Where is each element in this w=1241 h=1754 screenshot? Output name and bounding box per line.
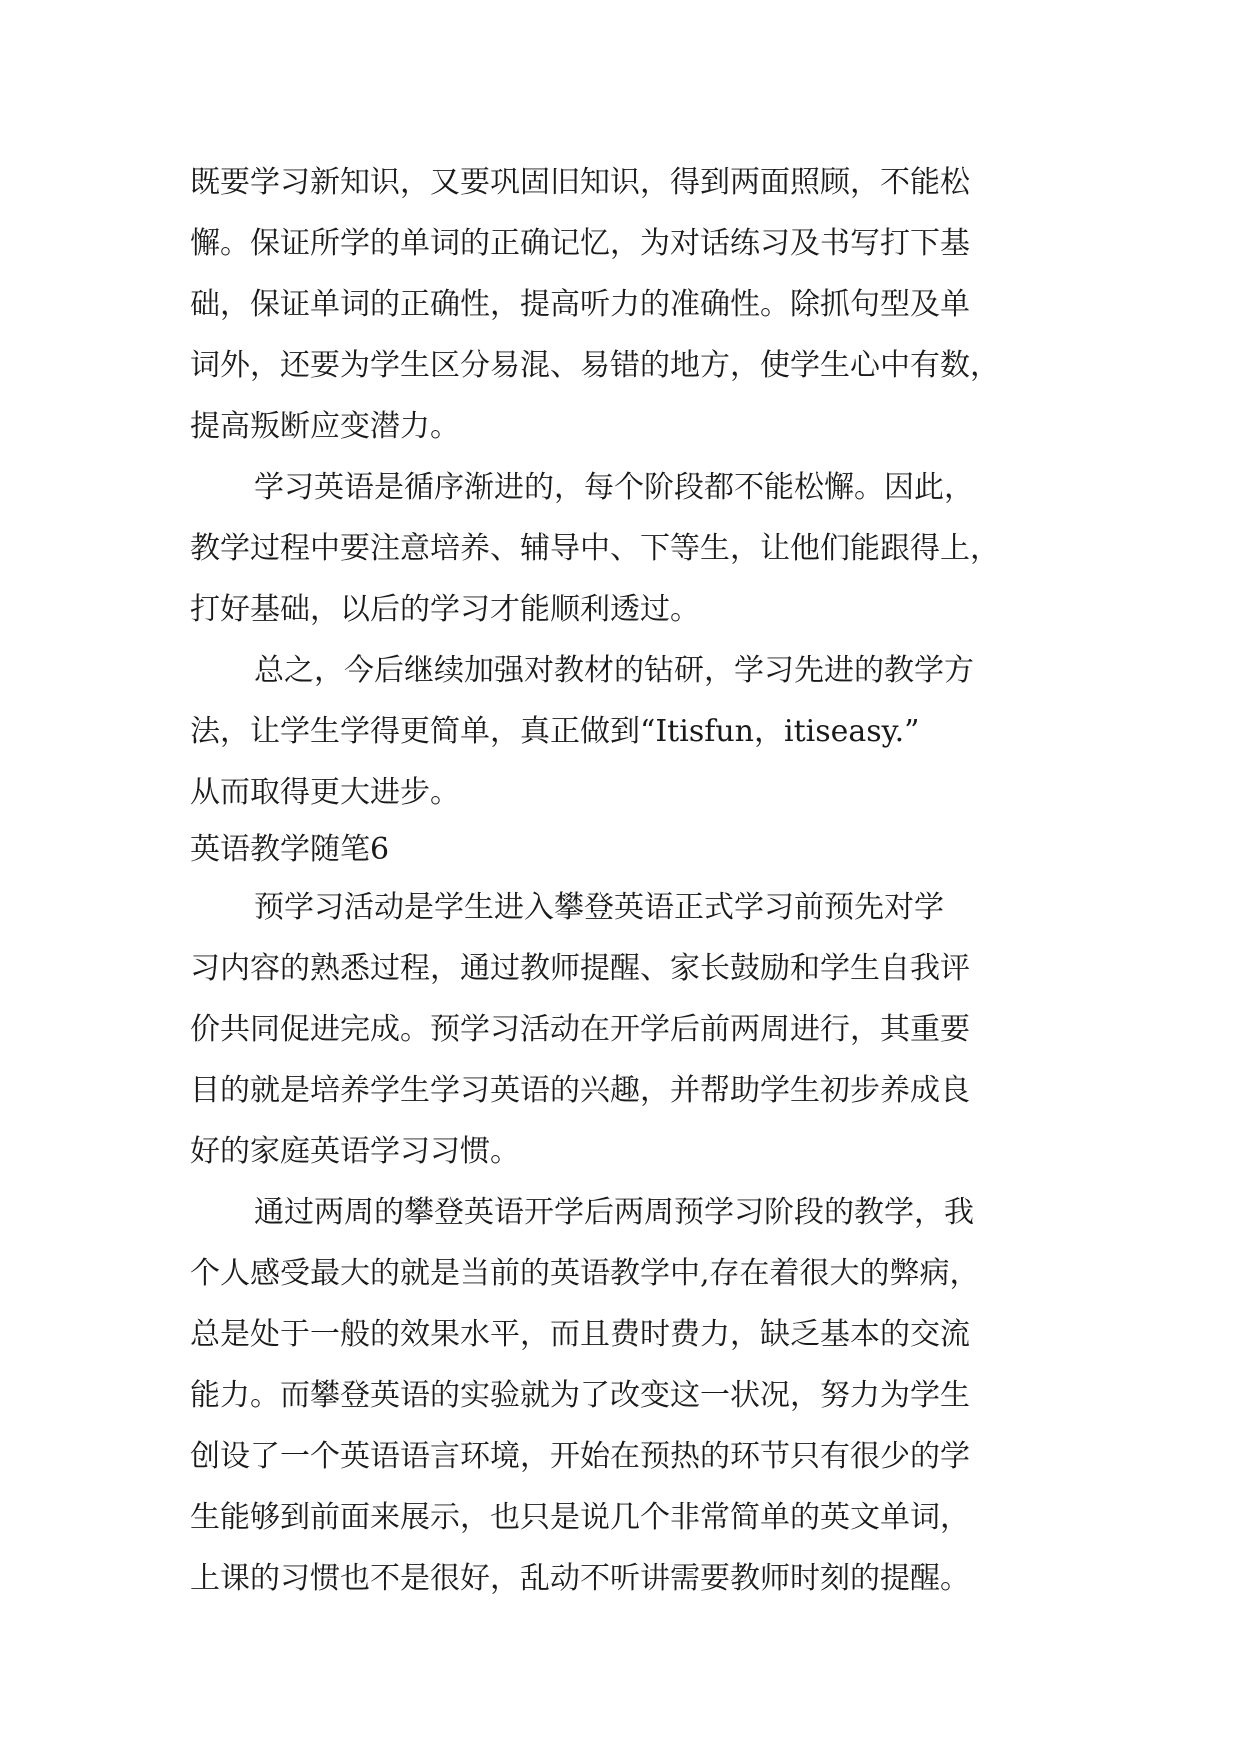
text-line: 提高叛断应变潜力。 — [190, 409, 460, 444]
text-line: 打好基础，以后的学习才能顺利透过。 — [190, 592, 700, 627]
text-line: 创设了一个英语语言环境，开始在预热的环节只有很少的学 — [190, 1439, 970, 1474]
text-line: 懈。保证所学的单词的正确记忆，为对话练习及书写打下基 — [190, 226, 970, 261]
text-line: 上课的习惯也不是很好，乱动不听讲需要教师时刻的提醒。 — [190, 1561, 970, 1596]
text-line: 预学习活动是学生进入攀登英语正式学习前预先对学 — [254, 890, 944, 925]
paragraph — [190, 1182, 1060, 1609]
text-line: 学习英语是循序渐进的，每个阶段都不能松懈。因此， — [254, 470, 974, 505]
paragraph — [190, 877, 1060, 1182]
text-line: 通过两周的攀登英语开学后两周预学习阶段的教学，我 — [254, 1195, 974, 1230]
document-body — [190, 152, 1060, 1609]
text-line: 价共同促进完成。预学习活动在开学后前两周进行，其重要 — [190, 1012, 970, 1047]
paragraph — [190, 640, 1060, 823]
text-line: 从而取得更大进步。 — [190, 775, 460, 810]
paragraph — [190, 457, 1060, 640]
section-heading: 英语教学随笔6 — [190, 832, 390, 867]
text-line: 生能够到前面来展示，也只是说几个非常简单的英文单词， — [190, 1500, 970, 1535]
paragraph — [190, 152, 1060, 457]
text-line: 词外，还要为学生区分易混、易错的地方，使学生心中有数， — [190, 348, 1000, 383]
text-line: 习内容的熟悉过程，通过教师提醒、家长鼓励和学生自我评 — [190, 951, 970, 986]
text-line: 能力。而攀登英语的实验就为了改变这一状况，努力为学生 — [190, 1378, 970, 1413]
text-line: 既要学习新知识，又要巩固旧知识，得到两面照顾，不能松 — [190, 165, 970, 200]
text-line: 目的就是培养学生学习英语的兴趣，并帮助学生初步养成良 — [190, 1073, 970, 1108]
text-line: 础，保证单词的正确性，提高听力的准确性。除抓句型及单 — [190, 287, 970, 322]
text-line: 总之，今后继续加强对教材的钻研，学习先进的教学方 — [254, 653, 974, 688]
text-line: 法，让学生学得更简单，真正做到“Itisfun，itiseasy.” — [190, 714, 920, 749]
text-line: 教学过程中要注意培养、辅导中、下等生，让他们能跟得上， — [190, 531, 1000, 566]
text-line: 个人感受最大的就是当前的英语教学中,存在着很大的弊病， — [190, 1256, 980, 1291]
text-line: 总是处于一般的效果水平，而且费时费力，缺乏基本的交流 — [190, 1317, 970, 1352]
text-line: 好的家庭英语学习习惯。 — [190, 1134, 520, 1169]
